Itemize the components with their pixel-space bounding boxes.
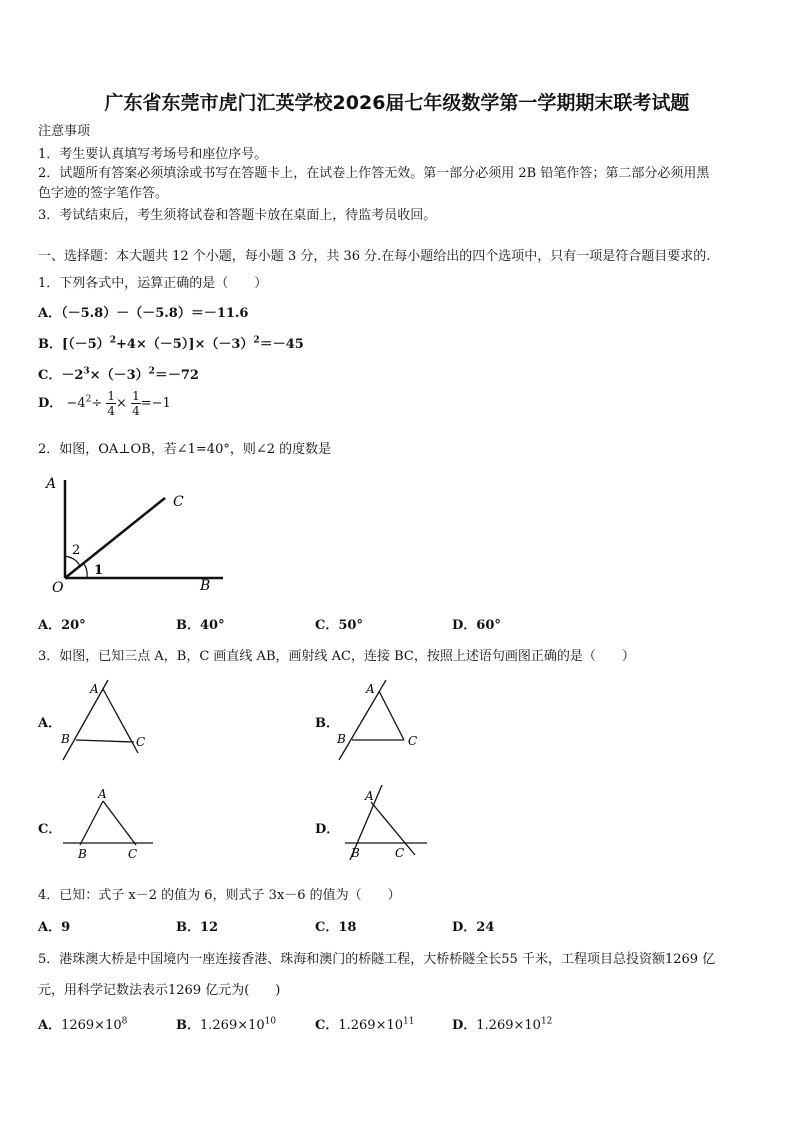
q5-stem-line-1: 5．港珠澳大桥是中国境内一座连接香港、珠海和澳门的桥隧工程，大桥桥隧全长55 千米，工程项目总投资额1269 亿	[38, 952, 716, 967]
q2-stem: 2．如图，OA⊥OB，若∠1=40°，则∠2 的度数是	[38, 442, 332, 457]
label-o: O	[52, 580, 64, 596]
q3-figure-c	[58, 785, 168, 865]
label-c: C	[173, 494, 184, 510]
q3-figure-b	[334, 675, 444, 765]
point-a: A	[98, 787, 107, 801]
point-a: A	[365, 789, 374, 803]
q2-angle-figure	[40, 470, 230, 600]
q5-option-b: B．$1.269\times 10^{10}$	[176, 1016, 277, 1033]
q4-option-d: D．24	[452, 920, 495, 935]
point-c: C	[128, 847, 138, 861]
q3-option-a-label: A．	[38, 716, 62, 731]
notice-item-2: 2．试题所有答案必须填涂或书写在答题卡上，在试卷上作答无效。第一部分必须用 2B 铅笔作答；第二部分必须用黑	[38, 166, 710, 181]
ray-ac	[103, 689, 138, 753]
q4-option-c: C．18	[315, 920, 357, 935]
point-b: B	[61, 732, 70, 746]
notice-item-2-cont: 色字迹的签字笔作答。	[38, 186, 169, 201]
q1-option-a: A．（－5.8）－（－5.8）＝－11.6	[38, 306, 249, 321]
q5-option-a: A．$1269\times 10^8$	[38, 1016, 128, 1033]
q5-option-c: C．$1.269\times 10^{11}$	[315, 1016, 415, 1033]
label-angle-2: 2	[72, 543, 81, 558]
q3-figure-d	[335, 780, 445, 865]
point-b: B	[351, 846, 360, 860]
q3-option-b-label: B．	[315, 716, 339, 731]
q4-option-b: B．12	[176, 920, 219, 935]
notice-item-3: 3．考试结束后，考生须将试卷和答题卡放在桌面上，待监考员收回。	[38, 208, 437, 223]
section-heading: 一、选择题：本大题共 12 个小题，每小题 3 分，共 36 分.在每小题给出的四个选项中，只有一项是符合题目要求的.	[38, 249, 711, 264]
point-b: B	[78, 847, 87, 861]
q4-stem: 4．已知：式子 x－2 的值为 6，则式子 3x－6 的值为（ ）	[38, 888, 401, 903]
ray-ac	[371, 802, 415, 855]
point-c: C	[136, 735, 146, 749]
q1-option-d: D． $-4^2\div$ $\frac{1}{4}$ × $\frac{1}{4}$ =−1	[38, 389, 171, 418]
q5-stem-line-2: 元，用科学记数法表示1269 亿元为( )	[38, 983, 281, 998]
segment-ac	[379, 691, 404, 740]
label-b: B	[200, 578, 211, 594]
q5-option-d: D．$1.269\times 10^{12}$	[452, 1016, 553, 1033]
angle-1-arc	[84, 564, 87, 578]
line-ab	[63, 680, 108, 760]
point-b: B	[337, 732, 346, 746]
segment-bc	[76, 740, 134, 742]
q1-option-b: B．$[(-5)^2+4\times(-5)]\times(-3)^2=-45$	[38, 335, 304, 352]
ray-ac	[103, 801, 136, 845]
q2-option-a: A．20°	[38, 618, 86, 633]
point-a: A	[90, 682, 99, 696]
notice-item-1: 1．考生要认真填写考场号和座位序号。	[38, 147, 268, 162]
point-c: C	[408, 734, 418, 748]
notice-heading: 注意事项	[38, 124, 91, 139]
q3-option-d-label: D．	[315, 822, 340, 837]
q2-option-c: C．50°	[315, 618, 363, 633]
q4-option-a: A．9	[38, 920, 71, 935]
point-c: C	[395, 846, 405, 860]
label-a: A	[46, 476, 57, 492]
q3-figure-a	[58, 675, 168, 765]
q2-option-d: D．60°	[452, 618, 501, 633]
q3-option-c-label: C．	[38, 822, 62, 837]
q1-option-c: C．$-2^3\times(-3)^2=-72$	[38, 366, 199, 383]
q2-option-b: B．40°	[176, 618, 225, 633]
point-a: A	[366, 682, 375, 696]
label-angle-1: 1	[94, 563, 104, 578]
page-title: 广东省东莞市虎门汇英学校2026届七年级数学第一学期期末联考试题	[104, 92, 690, 114]
segment-ab	[80, 801, 103, 845]
q3-stem: 3．如图，已知三点 A，B，C 画直线 AB，画射线 AC，连接 BC，按照上述语句画图正确的是（ ）	[38, 649, 635, 664]
q1-stem: 1．下列各式中，运算正确的是（ ）	[38, 276, 268, 291]
